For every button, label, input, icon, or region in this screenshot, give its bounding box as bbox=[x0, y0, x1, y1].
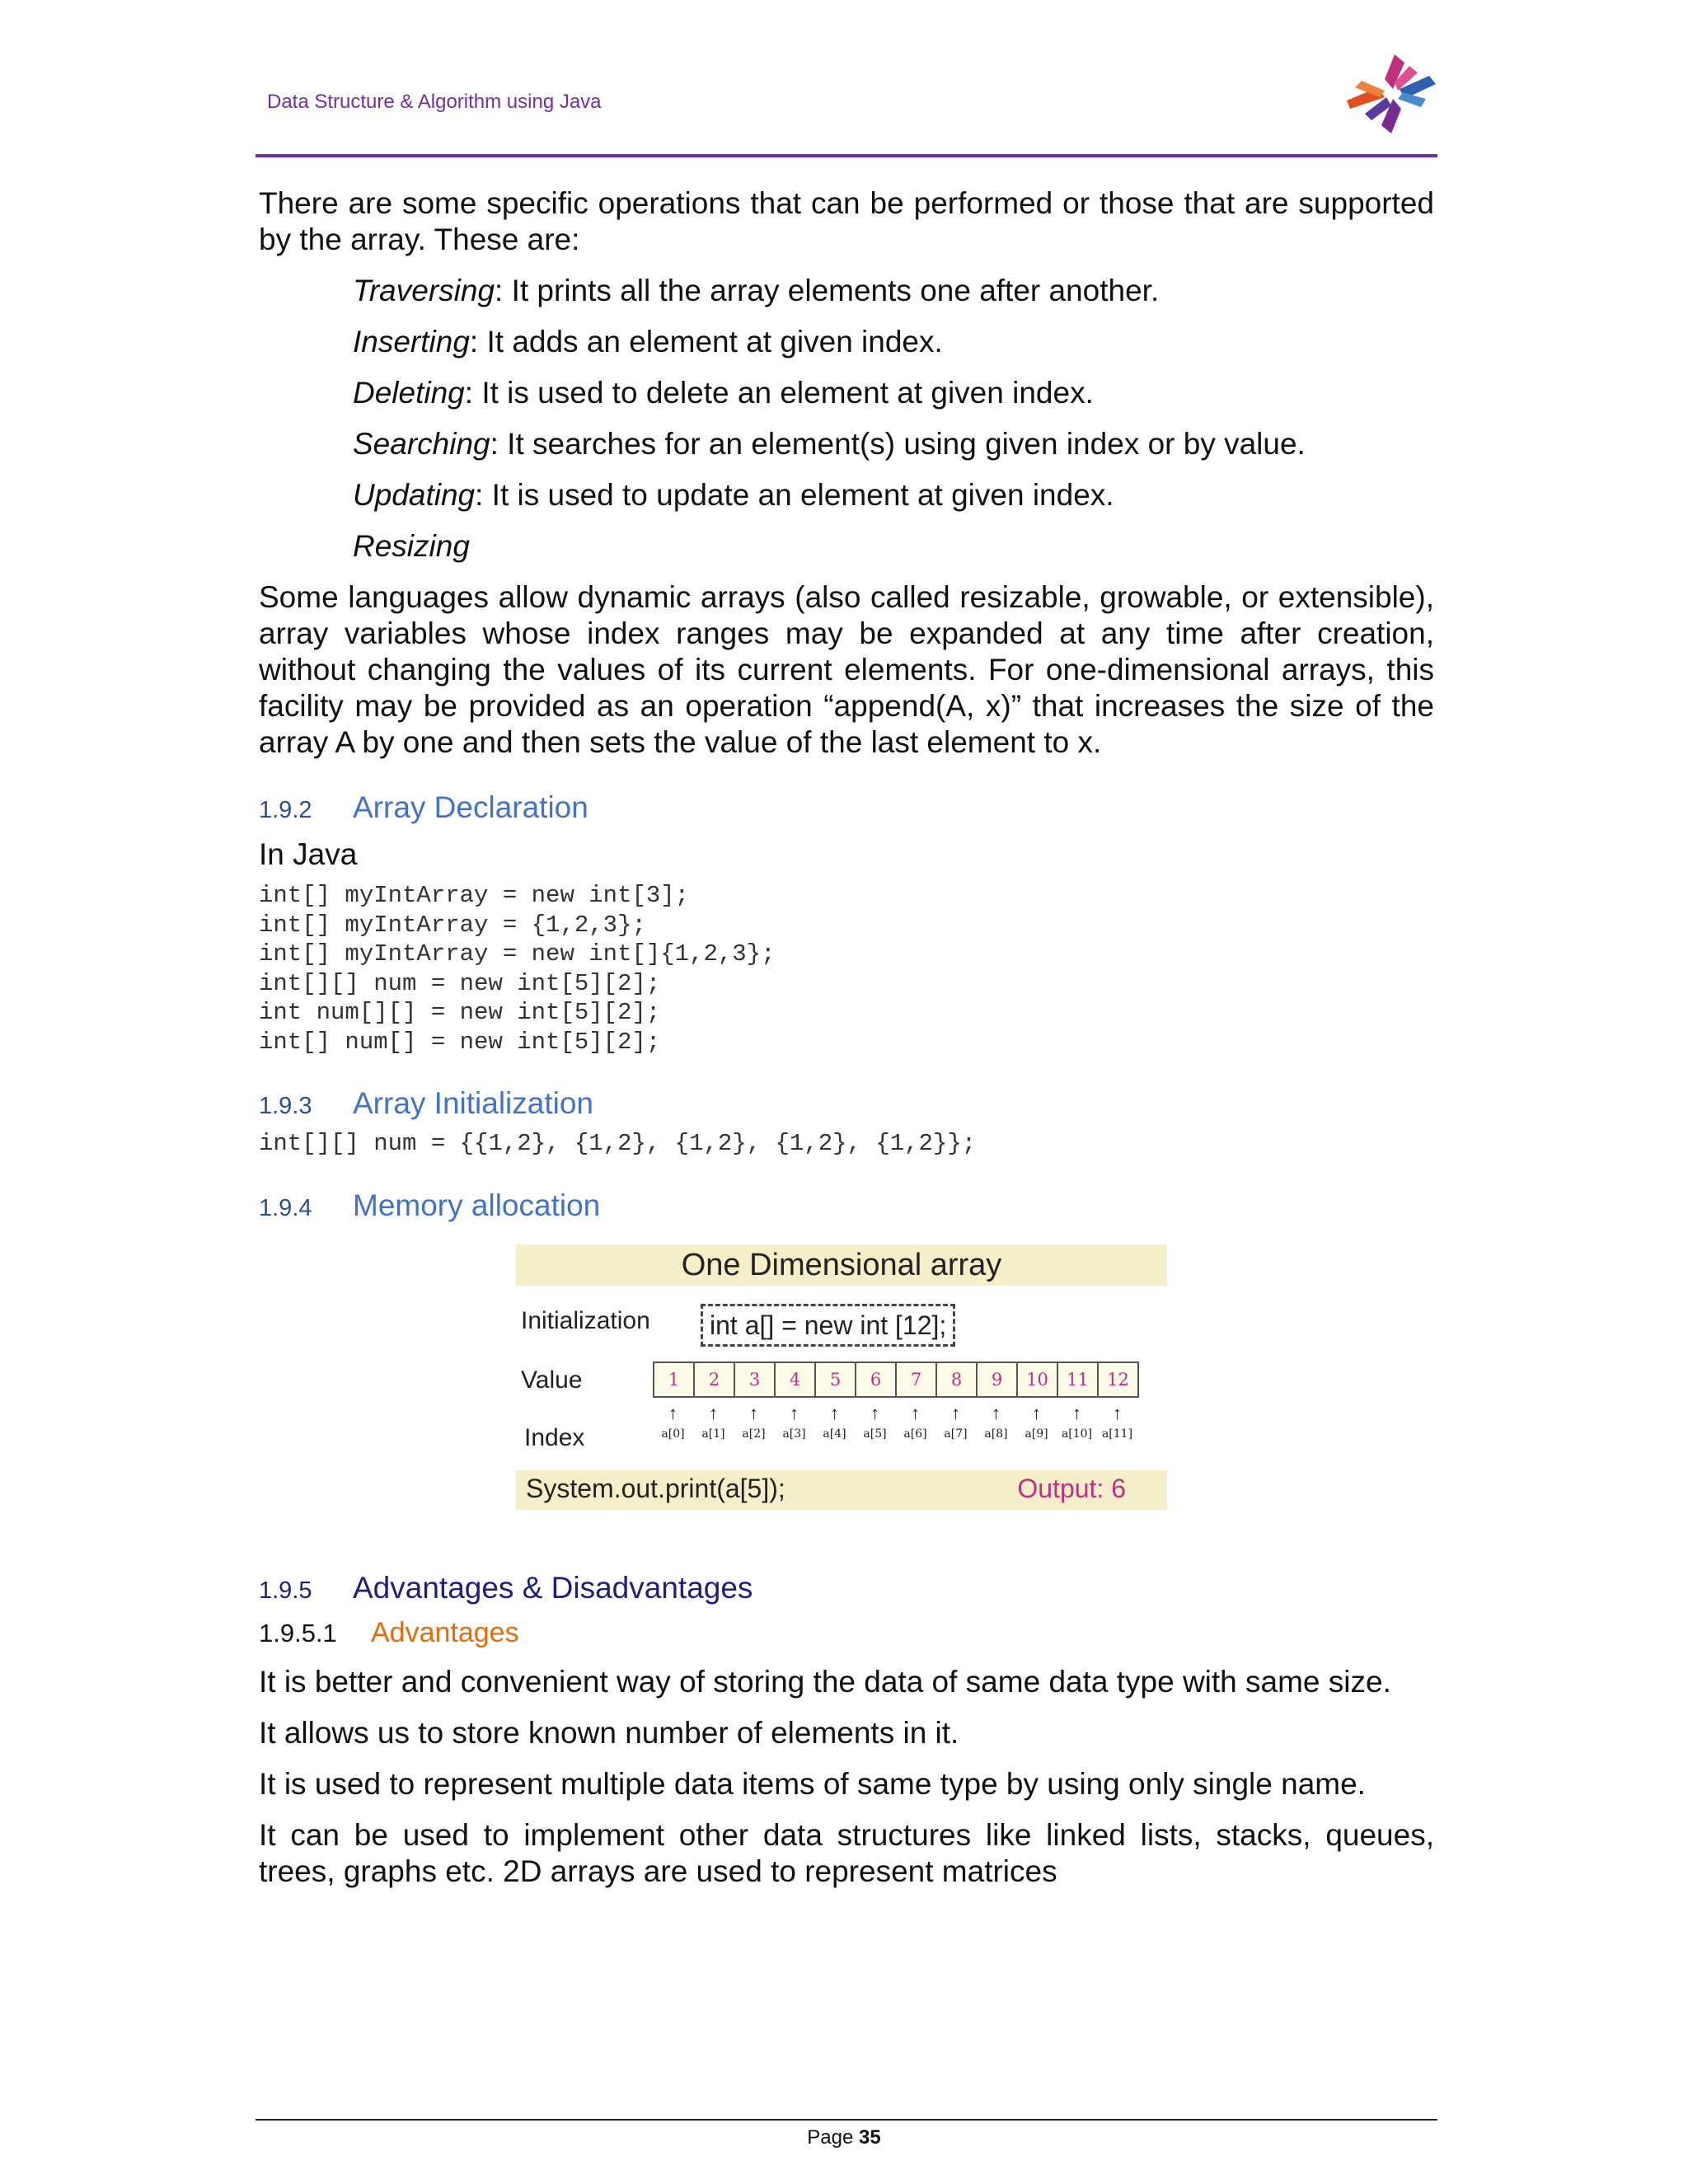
up-arrow-icon: ↑ bbox=[1072, 1402, 1081, 1423]
up-arrow-icon: ↑ bbox=[668, 1402, 678, 1423]
figure-value-label: Value bbox=[521, 1366, 583, 1394]
list-item: Updating: It is used to update an element at given index. bbox=[353, 478, 1114, 512]
array-cell: 8 bbox=[937, 1361, 978, 1398]
dynamic-arrays-paragraph: Some languages allow dynamic arrays (also called resizable, growable, or extensible), array variables whose index ranges may be expanded at any time after creation, without changing the values of its current elements. For one-dimensional arrays, this facility may be provided as an operation “append(A, x)” that increases the size of the array A by one and then sets the value of the last element to x. bbox=[259, 580, 1434, 759]
array-cell: 7 bbox=[897, 1361, 937, 1398]
figure-statement: System.out.print(a[5]); bbox=[526, 1473, 785, 1503]
array-cell: 6 bbox=[856, 1361, 897, 1398]
section-heading-advantages: 1.9.5.1 Advantages bbox=[259, 1616, 519, 1648]
up-arrow-icon: ↑ bbox=[790, 1402, 799, 1423]
figure-arrows bbox=[653, 1404, 1137, 1422]
section-heading-memory: 1.9.4 Memory allocation bbox=[259, 1188, 601, 1222]
up-arrow-icon: ↑ bbox=[830, 1402, 839, 1423]
footer-rule bbox=[256, 2119, 1437, 2121]
array-index-label: a[8] bbox=[984, 1427, 1008, 1441]
publisher-logo-icon bbox=[1347, 51, 1437, 137]
operations-list bbox=[259, 273, 1434, 565]
array-cell: 2 bbox=[695, 1361, 735, 1398]
up-arrow-icon: ↑ bbox=[1113, 1402, 1122, 1423]
intro-paragraph: There are some specific operations that can be performed or those that are supported by the array. These are: bbox=[259, 186, 1434, 256]
array-index-label: a[0] bbox=[661, 1427, 685, 1441]
figure-value-cells bbox=[653, 1361, 1139, 1398]
array-index-label: a[11] bbox=[1101, 1427, 1133, 1441]
list-item: Searching: It searches for an element(s) using given index or by value. bbox=[353, 427, 1306, 461]
page-number: Page 35 bbox=[807, 2126, 881, 2149]
list-item: Resizing bbox=[353, 529, 470, 563]
section-heading-declaration: 1.9.2 Array Declaration bbox=[259, 790, 588, 824]
up-arrow-icon: ↑ bbox=[992, 1402, 1001, 1423]
array-index-label: a[7] bbox=[944, 1427, 968, 1441]
array-cell: 3 bbox=[735, 1361, 776, 1398]
array-cell: 9 bbox=[978, 1361, 1018, 1398]
list-item: Traversing: It prints all the array elements one after another. bbox=[353, 274, 1160, 307]
header-rule bbox=[256, 154, 1437, 157]
array-cell: 5 bbox=[816, 1361, 856, 1398]
header-title: Data Structure & Algorithm using Java bbox=[267, 91, 602, 113]
list-item: It can be used to implement other data structures like linked lists, stacks, queues, trees, graphs etc. 2D arrays are used to represent matrices bbox=[259, 1817, 1434, 1888]
array-index-label: a[1] bbox=[701, 1427, 725, 1441]
declaration-lead: In Java bbox=[259, 837, 358, 871]
section-heading-advdis: 1.9.5 Advantages & Disadvantages bbox=[259, 1570, 753, 1605]
array-index-label: a[2] bbox=[742, 1427, 766, 1441]
up-arrow-icon: ↑ bbox=[1032, 1402, 1041, 1423]
page-header bbox=[256, 51, 1437, 158]
up-arrow-icon: ↑ bbox=[870, 1402, 879, 1423]
up-arrow-icon: ↑ bbox=[749, 1402, 758, 1423]
array-cell: 11 bbox=[1058, 1361, 1099, 1398]
list-item: Inserting: It adds an element at given index. bbox=[353, 325, 943, 359]
array-cell: 4 bbox=[776, 1361, 816, 1398]
up-arrow-icon: ↑ bbox=[709, 1402, 718, 1423]
figure-footer bbox=[516, 1470, 1167, 1510]
list-item: Deleting: It is used to delete an element at given index. bbox=[353, 376, 1094, 410]
figure-init-code: int a[] = new int [12]; bbox=[701, 1304, 955, 1347]
array-index-label: a[3] bbox=[782, 1427, 806, 1441]
advantages-list bbox=[259, 1664, 1434, 1890]
array-index-label: a[4] bbox=[823, 1427, 846, 1441]
array-index-label: a[6] bbox=[903, 1427, 927, 1441]
list-item: It allows us to store known number of elements in it. bbox=[259, 1715, 959, 1750]
figure-title: One Dimensional array bbox=[516, 1244, 1167, 1286]
up-arrow-icon: ↑ bbox=[911, 1402, 920, 1423]
page-content bbox=[259, 185, 1434, 1890]
figure-init-label: Initialization bbox=[521, 1306, 650, 1334]
up-arrow-icon: ↑ bbox=[951, 1402, 960, 1423]
initialization-code-block: int[][] num = {{1,2}, {1,2}, {1,2}, {1,2}, {1,2}}; bbox=[259, 1130, 977, 1157]
figure-index-label: Index bbox=[524, 1423, 585, 1451]
one-dimensional-array-figure bbox=[516, 1244, 1167, 1510]
list-item: It is used to represent multiple data items of same type by using only single name. bbox=[259, 1766, 1366, 1801]
section-heading-initialization: 1.9.3 Array Initialization bbox=[259, 1086, 594, 1120]
array-cell: 12 bbox=[1099, 1361, 1139, 1398]
array-cell: 10 bbox=[1018, 1361, 1058, 1398]
declaration-code-block: int[] myIntArray = new int[3]; int[] myIntArray = {1,2,3}; int[] myIntArray = new int[]{1,2,3}; int[][] num = new int[5][2]; int num[][] = new int[5][2]; int[] num[] = new int[5][2]; bbox=[259, 882, 776, 1056]
figure-index-labels bbox=[653, 1427, 1137, 1441]
figure-output: Output: 6 bbox=[1017, 1473, 1126, 1503]
list-item: It is better and convenient way of storing the data of same data type with same size. bbox=[259, 1664, 1391, 1699]
array-cell: 1 bbox=[654, 1361, 695, 1398]
array-index-label: a[9] bbox=[1025, 1427, 1048, 1441]
array-index-label: a[10] bbox=[1061, 1427, 1093, 1441]
array-index-label: a[5] bbox=[863, 1427, 887, 1441]
